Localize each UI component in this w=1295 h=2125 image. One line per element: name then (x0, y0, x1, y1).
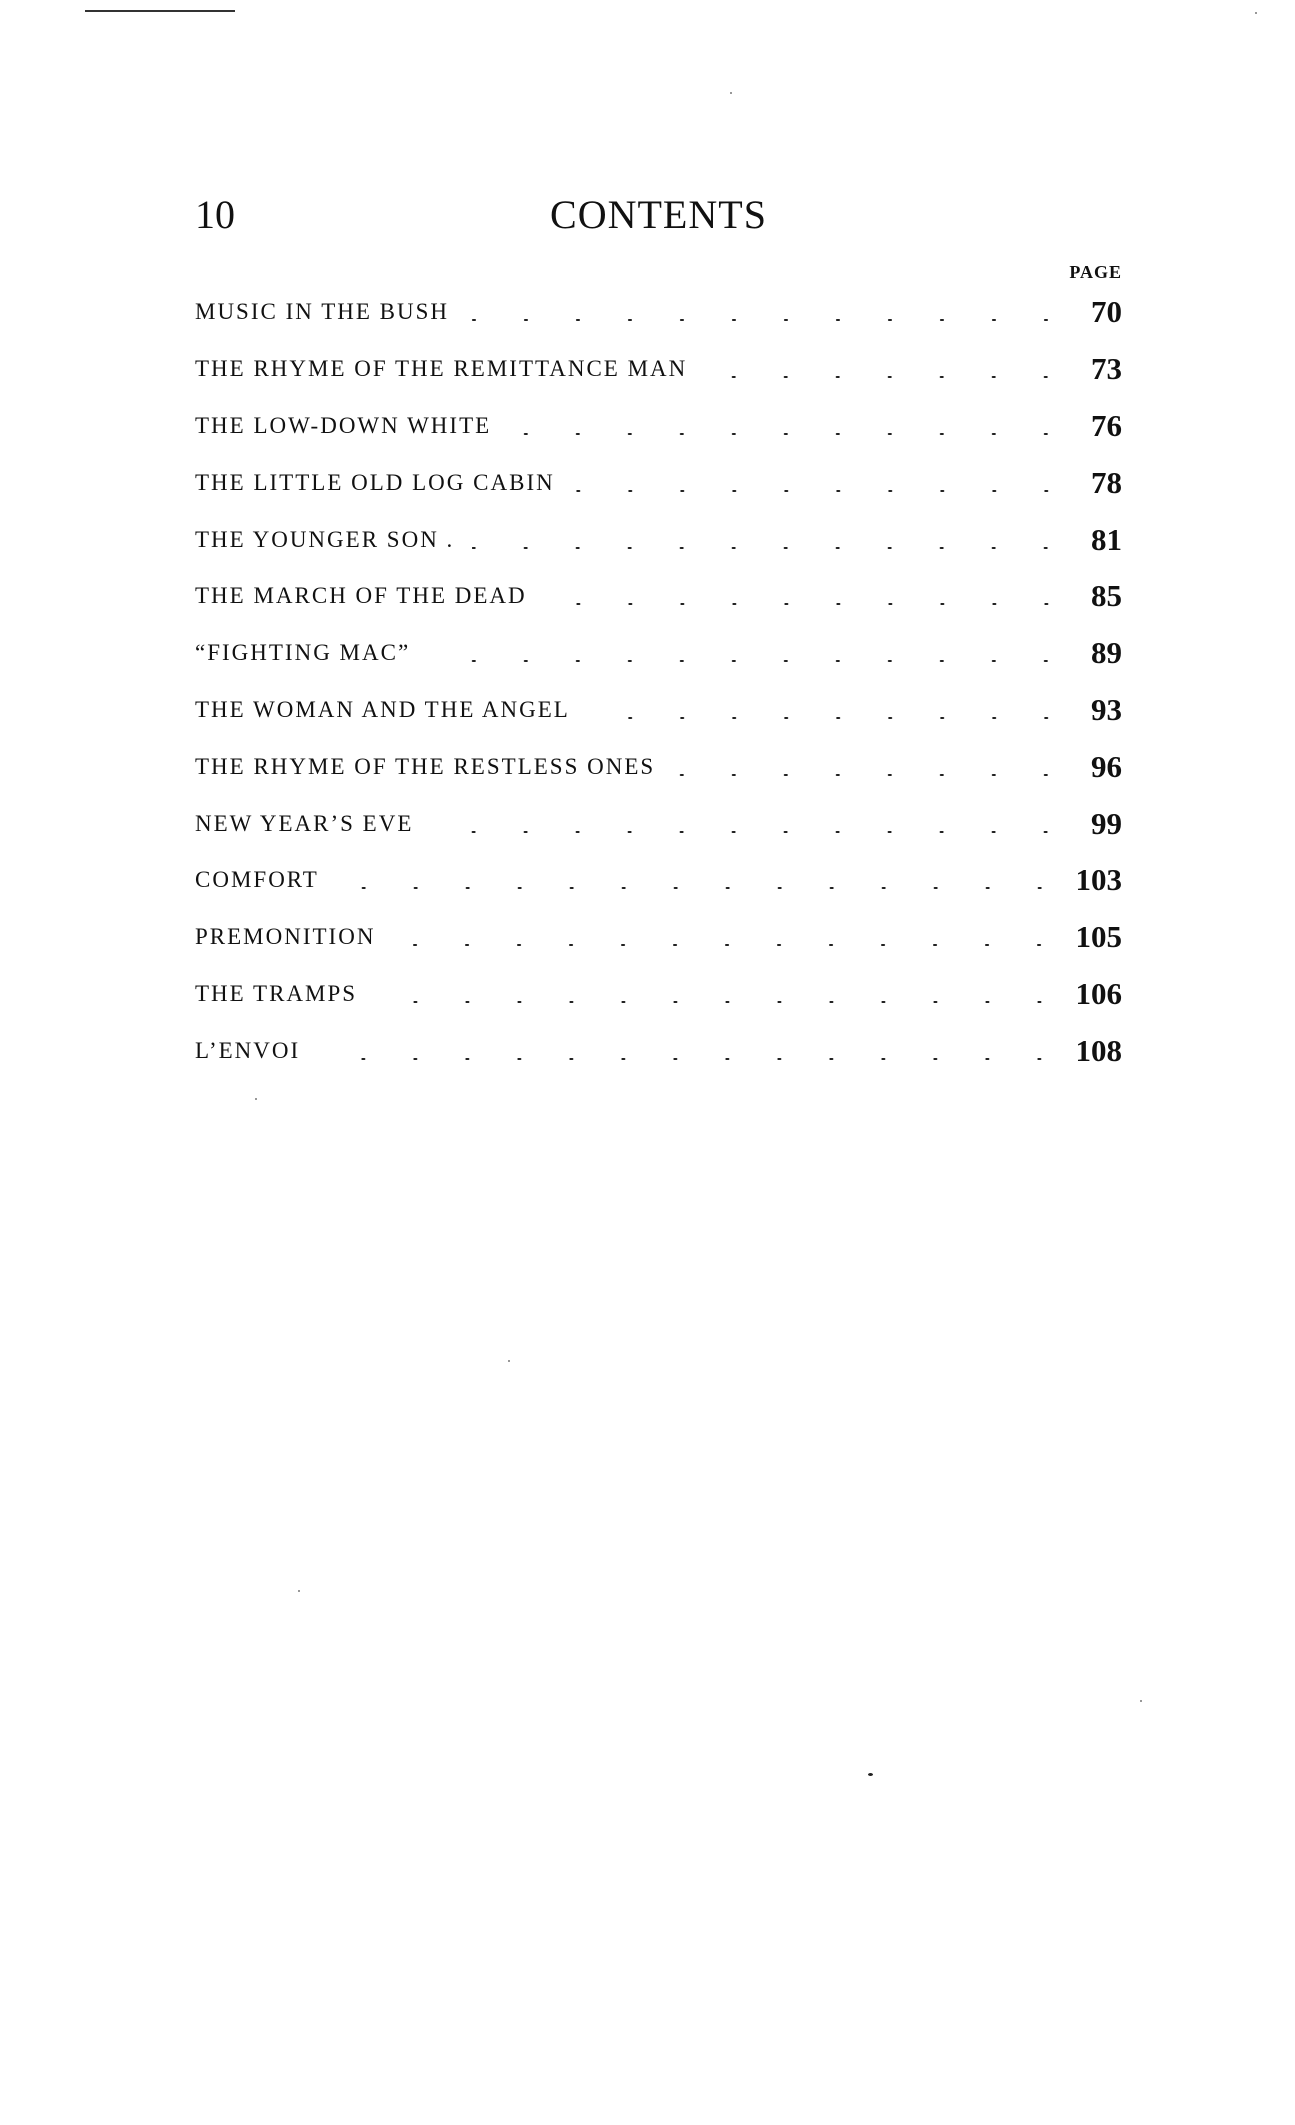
toc-entry-page: 96 (1091, 748, 1122, 784)
dot-leader (509, 433, 1072, 435)
dot-leader (472, 547, 1072, 549)
toc-entry-title: NEW YEAR’S EVE (195, 810, 414, 836)
dot-leader (673, 774, 1072, 776)
toc-entry (195, 1022, 1122, 1079)
toc-entry-title: THE MARCH OF THE DEAD (195, 583, 527, 609)
dot-leader (705, 376, 1072, 378)
toc-entry-page: 103 (1075, 862, 1122, 898)
dot-leader (375, 1001, 1065, 1003)
dot-leader (318, 1058, 1065, 1060)
page-title: CONTENTS (550, 192, 767, 237)
toc-entry (195, 738, 1122, 795)
toc-entry-page: 105 (1075, 919, 1122, 955)
toc-entry-page: 85 (1091, 578, 1122, 614)
dot-leader (467, 319, 1072, 321)
toc-entry-title: MUSIC IN THE BUSH (195, 299, 450, 325)
dot-leader (545, 603, 1072, 605)
scan-speck (1255, 12, 1257, 14)
scan-speck (730, 92, 732, 94)
scan-speck (255, 1098, 257, 1100)
scan-speck (868, 1773, 873, 1776)
toc-entry (195, 852, 1122, 909)
toc-entry-title: THE YOUNGER SON . (195, 526, 455, 552)
toc-entry-title: THE RHYME OF THE RESTLESS ONES (195, 753, 656, 779)
toc-entry-page: 76 (1091, 407, 1122, 443)
toc-entry-title: COMFORT (195, 867, 319, 893)
toc-entry-page: 108 (1075, 1032, 1122, 1068)
dot-leader (573, 490, 1072, 492)
toc-entry (195, 398, 1122, 455)
toc-entry-title: THE WOMAN AND THE ANGEL (195, 696, 570, 722)
toc-entry (195, 511, 1122, 568)
toc-entry-page: 81 (1091, 521, 1122, 557)
toc-entry-page: 89 (1091, 635, 1122, 671)
dot-leader (393, 944, 1065, 946)
dot-leader (428, 660, 1072, 662)
toc-entry (195, 795, 1122, 852)
toc-entry (195, 568, 1122, 625)
toc-entry-title: THE TRAMPS (195, 980, 358, 1006)
toc-entry-title: “FIGHTING MAC” (195, 640, 411, 666)
toc-entry (195, 625, 1122, 682)
dot-leader (337, 887, 1066, 889)
toc-entry (195, 682, 1122, 739)
toc-entry-page: 70 (1091, 294, 1122, 330)
toc-entry-page: 78 (1091, 464, 1122, 500)
toc-entry-title: L’ENVOI (195, 1037, 301, 1063)
toc-entry-title: PREMONITION (195, 924, 376, 950)
running-head (195, 190, 1122, 240)
toc-entry (195, 454, 1122, 511)
toc-entry-page: 99 (1091, 805, 1122, 841)
toc-entry-page: 73 (1091, 351, 1122, 387)
scan-speck (508, 1360, 510, 1362)
scan-speck (1140, 1700, 1142, 1702)
table-of-contents (195, 284, 1122, 1079)
dot-leader (431, 831, 1072, 833)
toc-entry-title: THE LITTLE OLD LOG CABIN (195, 469, 555, 495)
toc-entry (195, 909, 1122, 966)
page-column-label: PAGE (1069, 262, 1122, 282)
toc-entry-title: THE LOW-DOWN WHITE (195, 412, 492, 438)
toc-entry-title: THE RHYME OF THE REMITTANCE MAN (195, 356, 688, 382)
dot-leader (588, 717, 1072, 719)
scan-speck (298, 1590, 300, 1592)
scan-edge-rule (85, 10, 235, 12)
toc-entry (195, 341, 1122, 398)
toc-entry (195, 966, 1122, 1023)
toc-entry-page: 93 (1091, 691, 1122, 727)
page-number: 10 (195, 192, 235, 237)
toc-entry (195, 284, 1122, 341)
toc-entry-page: 106 (1075, 975, 1122, 1011)
